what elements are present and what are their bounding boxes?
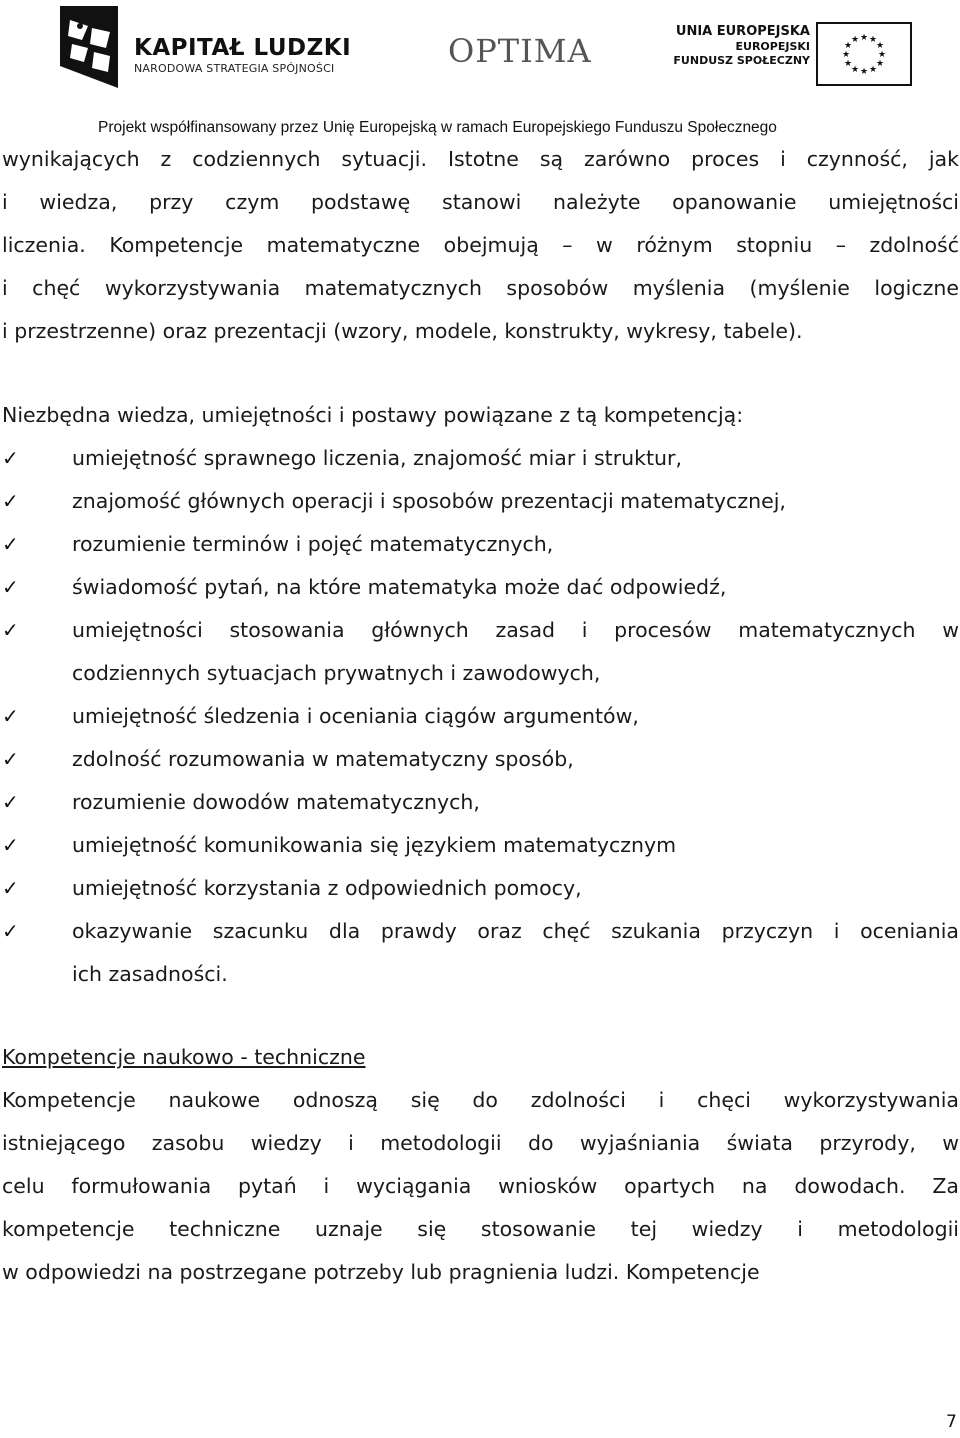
list-item-text: okazywanie szacunku dla prawdy oraz chęć szukania przyczyn i oceniania [72, 919, 959, 943]
list-item-text: zdolność rozumowania w matematyczny sposób, [72, 747, 574, 771]
document-body [2, 138, 959, 1294]
svg-text:★: ★ [841, 50, 851, 60]
paragraph-line: kompetencje techniczne uznaje się stosowanie tej wiedzy i metodologii [2, 1217, 959, 1241]
list-item [2, 824, 959, 867]
checkmark-icon: ✓ [2, 790, 19, 814]
checkmark-icon: ✓ [2, 876, 19, 900]
section-heading-text: Kompetencje naukowo - techniczne [2, 1045, 366, 1069]
list-item [2, 695, 959, 738]
checkmark-icon: ✓ [2, 446, 19, 470]
list-item-continuation [2, 652, 959, 695]
optima-logo: OPTIMA [448, 32, 592, 70]
list-item-text: umiejętność sprawnego liczenia, znajomość miar i struktur, [72, 446, 682, 470]
paragraph-line: celu formułowania pytań i wyciągania wniosków opartych na dowodach. Za [2, 1174, 959, 1198]
checkmark-icon: ✓ [2, 618, 19, 642]
spacer [2, 996, 959, 1036]
paragraph-line: liczenia. Kompetencje matematyczne obejmują – w różnym stopniu – zdolność [2, 233, 959, 257]
paragraph-line: i przestrzenne) oraz prezentacji (wzory, modele, konstrukty, wykresy, tabele). [2, 319, 803, 343]
list-item-text: świadomość pytań, na które matematyka może dać odpowiedź, [72, 575, 727, 599]
page-number: 7 [946, 1412, 957, 1432]
list-item-text: codziennych sytuacjach prywatnych i zawodowych, [72, 661, 601, 685]
svg-text:★: ★ [877, 50, 887, 60]
paragraph-line: istniejącego zasobu wiedzy i metodologii do wyjaśniania świata przyrody, w [2, 1131, 959, 1155]
list-item-text: umiejętność korzystania z odpowiednich pomocy, [72, 876, 582, 900]
checkmark-icon: ✓ [2, 704, 19, 728]
svg-text:★: ★ [850, 65, 860, 75]
checkmark-icon: ✓ [2, 489, 19, 513]
kapital-ludzki-subtitle: NARODOWA STRATEGIA SPÓJNOŚCI [134, 62, 335, 75]
kapital-ludzki-title: KAPITAŁ LUDZKI [134, 35, 352, 61]
page-header [0, 0, 960, 140]
list-item-text: umiejętność komunikowania się językiem matematycznym [72, 833, 677, 857]
eu-line-1: UNIA EUROPEJSKA [675, 24, 810, 39]
list-item-text: umiejętność śledzenia i oceniania ciągów argumentów, [72, 704, 639, 728]
paragraph-science-competence [2, 1079, 959, 1294]
list-item-text: znajomość głównych operacji i sposobów prezentacji matematycznej, [72, 489, 786, 513]
eu-line-2: EUROPEJSKI [735, 40, 810, 53]
paragraph-line: wynikających z codziennych sytuacji. Istotne są zarówno proces i czynność, jak [2, 147, 959, 171]
list-item [2, 480, 959, 523]
paragraph-line: Kompetencje naukowe odnoszą się do zdolności i chęci wykorzystywania [2, 1088, 959, 1112]
list-item [2, 867, 959, 910]
svg-text:★: ★ [875, 41, 885, 51]
list-item [2, 523, 959, 566]
checklist [2, 437, 959, 996]
list-item [2, 437, 959, 480]
list-item-text: ich zasadności. [72, 962, 228, 986]
checkmark-icon: ✓ [2, 919, 19, 943]
list-intro: Niezbędna wiedza, umiejętności i postawy powiązane z tą kompetencją: [2, 403, 744, 427]
kapital-ludzki-text [134, 36, 351, 75]
list-item-text: rozumienie dowodów matematycznych, [72, 790, 480, 814]
svg-text:★: ★ [859, 67, 869, 77]
svg-text:★: ★ [843, 59, 853, 69]
checkmark-icon: ✓ [2, 575, 19, 599]
paragraph-line: w odpowiedzi na postrzegane potrzeby lub pragnienia ludzi. Kompetencje [2, 1260, 760, 1284]
paragraph-mathematical-competence [2, 138, 959, 353]
checkmark-icon: ✓ [2, 532, 19, 556]
list-item [2, 738, 959, 781]
project-funding-line: Projekt współfinansowany przez Unię Europejską w ramach Europejskiego Funduszu Społecznego [98, 119, 777, 136]
svg-text:★: ★ [850, 35, 860, 45]
svg-text:★: ★ [843, 41, 853, 51]
list-item [2, 566, 959, 609]
paragraph-line: i wiedza, przy czym podstawę stanowi należyte opanowanie umiejętności [2, 190, 959, 214]
svg-text:★: ★ [859, 33, 869, 43]
svg-text:★: ★ [868, 35, 878, 45]
list-item-continuation [2, 953, 959, 996]
checkmark-icon: ✓ [2, 747, 19, 771]
svg-text:★: ★ [875, 59, 885, 69]
spacer [2, 353, 959, 394]
paragraph-line: i chęć wykorzystywania matematycznych sposobów myślenia (myślenie logiczne [2, 276, 959, 300]
list-item-text: umiejętności stosowania głównych zasad i procesów matematycznych w [72, 618, 959, 642]
checkmark-icon: ✓ [2, 833, 19, 857]
list-item [2, 781, 959, 824]
eu-flag-icon [816, 22, 912, 86]
section-heading [2, 1036, 959, 1079]
list-item [2, 910, 959, 953]
eu-text [672, 24, 810, 68]
list-item [2, 609, 959, 652]
eu-line-3: FUNDUSZ SPOŁECZNY [673, 54, 810, 67]
list-item-text: rozumienie terminów i pojęć matematycznych, [72, 532, 554, 556]
svg-text:★: ★ [868, 65, 878, 75]
kapital-ludzki-logo [58, 6, 120, 90]
